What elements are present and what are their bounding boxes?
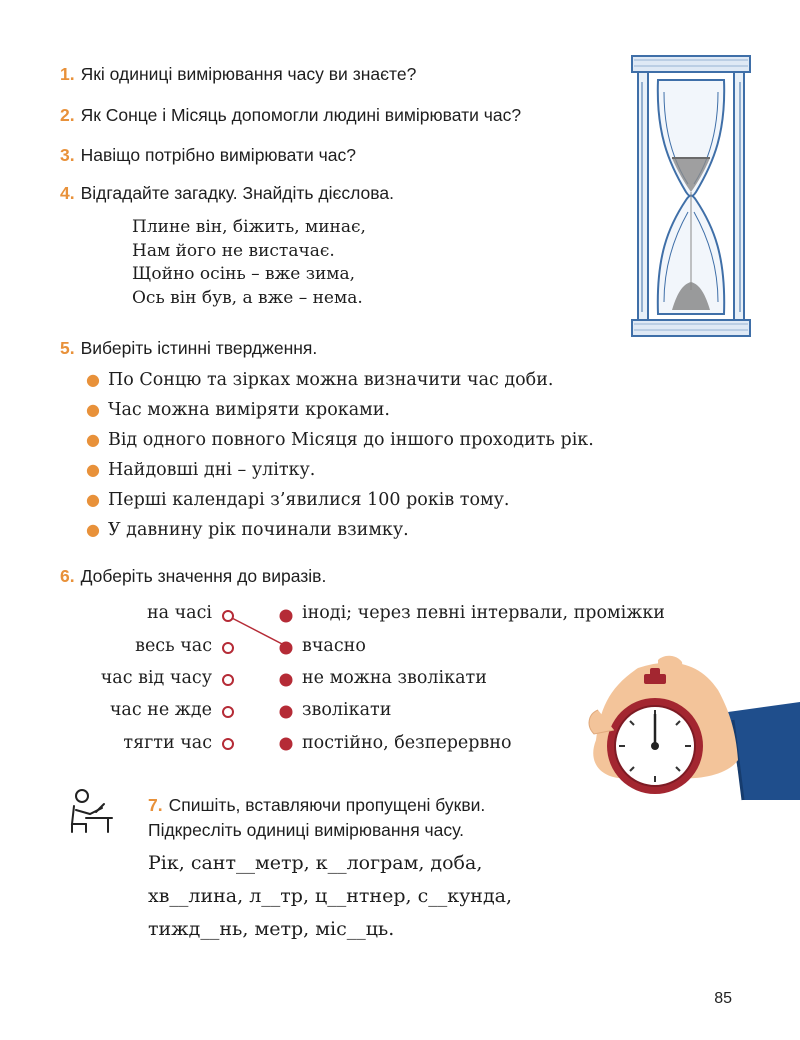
bullet-icon: ● (86, 400, 100, 419)
meaning-right: постійно, безперервно (302, 733, 512, 753)
statement-item: ● По Сонцю та зірках можна визначити час доби. (86, 370, 554, 390)
riddle-line: Ось він був, а вже – нема. (132, 287, 363, 308)
bullet-icon: ● (86, 460, 100, 479)
question-4: 4. Відгадайте загадку. Знайдіть дієслова. (60, 183, 394, 203)
meaning-right: вчасно (302, 636, 366, 656)
filled-circle-icon[interactable] (280, 738, 293, 751)
statement-item: ● У давнину рік починали взимку. (86, 520, 409, 540)
open-circle-icon[interactable] (223, 611, 233, 621)
task-5-heading: 5. Виберіть істинні твердження. (60, 338, 318, 358)
riddle-line: Нам його не вистачає. (132, 240, 335, 261)
bullet-icon: ● (86, 370, 100, 389)
meaning-right: зволікати (302, 700, 392, 720)
writing-student-icon (64, 788, 114, 834)
hourglass-illustration (628, 52, 754, 340)
open-circle-icon[interactable] (223, 739, 233, 749)
expression-left: час від часу (100, 668, 212, 688)
question-3: 3. Навіщо потрібно вимірювати час? (60, 145, 356, 165)
task-7-words-line: хв__лина, л__тр, ц__нтнер, с__кунда, (148, 885, 513, 907)
open-circle-icon[interactable] (223, 675, 233, 685)
question-1: 1. Які одиниці вимірювання часу ви знаєте? (60, 64, 417, 84)
open-circle-icon[interactable] (223, 707, 233, 717)
matching-connectors (218, 602, 298, 762)
task-7-heading: 7. Спишіть, вставляючи пропущені букви. (148, 795, 486, 815)
connector-line (228, 616, 286, 646)
statement-item: ● Перші календарі з’явилися 100 років тому. (86, 490, 510, 510)
filled-circle-icon[interactable] (280, 706, 293, 719)
expression-left: весь час (135, 636, 212, 656)
expression-left: час не жде (109, 700, 212, 720)
filled-circle-icon[interactable] (280, 642, 293, 655)
riddle-poem (132, 216, 366, 310)
task-7-subheading: Підкресліть одиниці вимірювання часу. (148, 820, 464, 840)
expression-left: на часі (146, 603, 212, 623)
meaning-right: не можна зволікати (302, 668, 487, 688)
riddle-line: Щойно осінь – вже зима, (132, 264, 356, 284)
statement-item: ● Від одного повного Місяця до іншого проходить рік. (86, 430, 594, 450)
question-2: 2. Як Сонце і Місяць допомогли людині вимірювати час? (60, 105, 522, 125)
statement-item: ● Найдовші дні – улітку. (86, 460, 316, 480)
task-6-heading: 6. Доберіть значення до виразів. (60, 566, 327, 586)
filled-circle-icon[interactable] (280, 610, 293, 623)
filled-circle-icon[interactable] (280, 674, 293, 687)
bullet-icon: ● (86, 430, 100, 449)
task-7-words-line: Рік, сант__метр, к__лограм, доба, (148, 852, 483, 874)
task-7-words-line: тижд__нь, метр, міс__ць. (148, 918, 395, 940)
riddle-line: Плине він, біжить, минає, (132, 217, 366, 237)
bullet-icon: ● (86, 520, 100, 539)
page-number: 85 (714, 990, 732, 1007)
open-circle-icon[interactable] (223, 643, 233, 653)
statement-item: ● Час можна виміряти кроками. (86, 400, 390, 420)
meaning-right: іноді; через певні інтервали, проміжки (302, 603, 665, 623)
bullet-icon: ● (86, 490, 100, 509)
stopwatch-illustration (578, 650, 800, 820)
expression-left: тягти час (123, 733, 212, 753)
